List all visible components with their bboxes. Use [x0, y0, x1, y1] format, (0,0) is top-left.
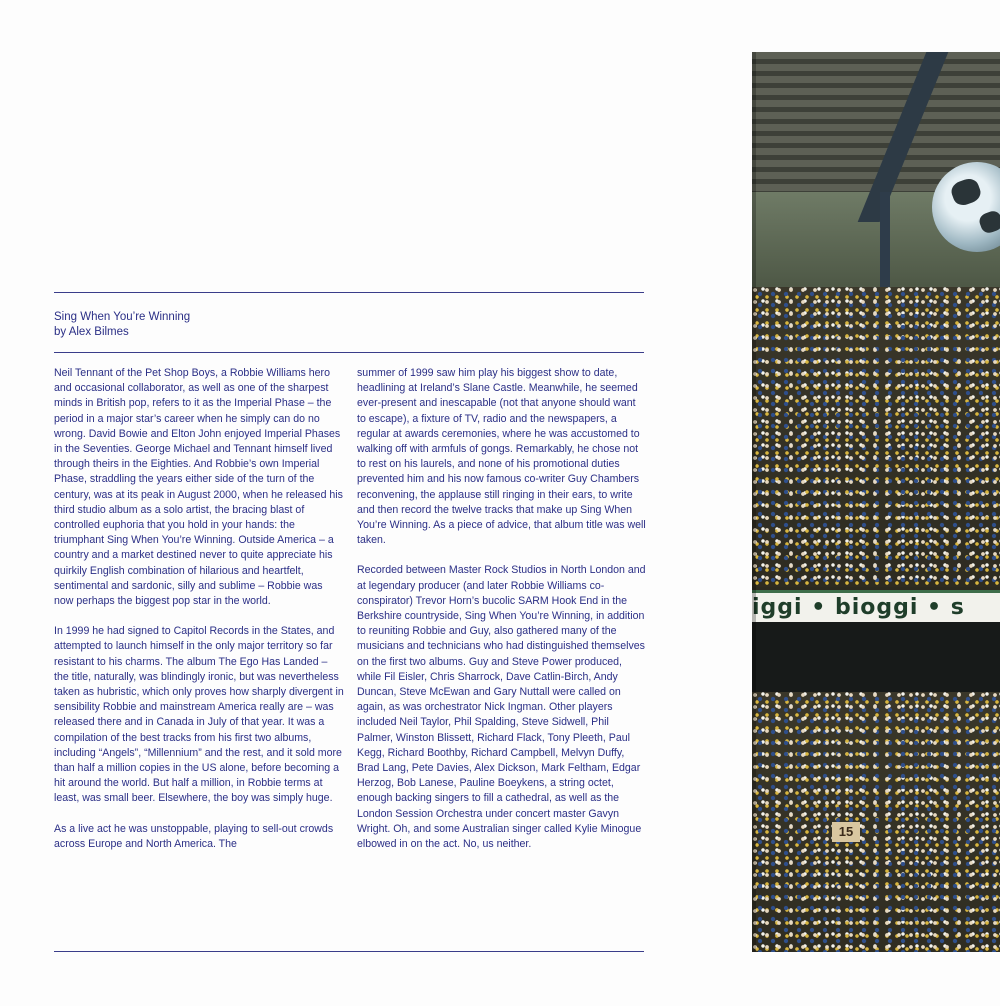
paragraph: As a live act he was unstoppable, playing to sell-out crowds across Europe and North America. The [54, 822, 334, 850]
stadium-photo [752, 52, 1000, 952]
left-column [54, 366, 344, 867]
right-column [357, 366, 647, 867]
heading-rule [54, 352, 644, 353]
top-rule [54, 292, 644, 293]
upper-crowd [752, 287, 1000, 587]
article-title: Sing When You’re Winning [54, 311, 191, 323]
banner-text: iggi • bioggi • s [752, 595, 965, 620]
article-heading [54, 310, 190, 340]
article-byline: by Alex Bilmes [54, 326, 129, 338]
lower-crowd [752, 692, 1000, 952]
stand-shadow [752, 622, 1000, 692]
paragraph: In 1999 he had signed to Capitol Records in the States, and attempted to launch himself in the only major territory so far resistant to his charms. The album The Ego Has Landed – the title, naturally, was blindingly ironic, but was nevertheless taken as hubristic, which only proves how sharply divergent in sensibility Robbie and mainstream America really are – was released there and in Canada in July of that year. It was a compilation of the best tracks from his first two albums, including “Angels”, “Millennium” and the rest, and it sold more than half a million copies in the US alone, before becoming a hit around the world. But half a million, in Robbie terms at least, was small beer. Elsewhere, the boy was simply huge. [54, 625, 344, 805]
paragraph: Recorded between Master Rock Studios in North London and at legendary producer (and later Robbie Williams co-conspirator) Trevor Horn’s bucolic SARM Hook End in the Berkshire countryside, Sing When You’re Winning, in addition to reuniting Robbie and Guy, also gathered many of the musicians and technicians who had distinguished themselves on the first two albums. Guy and Steve Power produced, while Fil Eisler, Chris Sharrock, Dave Catlin-Birch, Andy Duncan, Steve McEwan and Gary Nuttall were called on again, as was orchestrator Nick Ingman. Other players included Neil Taylor, Phil Spalding, Steve Sidwell, Phil Palmer, Winston Blissett, Richard Flack, Tony Pleeth, Paul Kegg, Richard Boothby, Richard Campbell, Melvyn Duffy, Brad Lang, Pete Davies, Alex Dickson, Mark Feltham, Edgar Herzog, Bob Lanese, Pauline Boeykens, a string octet, enough backing singers to fill a cathedral, as well as the London Session Orchestra under concert master Gavyn Wright. Oh, and some Australian singer called Kylie Minogue elbowed in on the act. No, us neither. [357, 564, 646, 851]
bottom-rule [54, 951, 644, 952]
paragraph: Neil Tennant of the Pet Shop Boys, a Robbie Williams hero and occasional collaborator, as well as one of the sharpest minds in British pop, refers to it as the Imperial Phase – the period in a major star’s career when he simply can do no wrong. David Bowie and Elton John enjoyed Imperial Phases in the Seventies. George Michael and Tennant himself lived through theirs in the Eighties. And Robbie’s own Imperial Phase, straddling the years either side of the turn of the century, was at its peak in August 2000, when he released his third studio album as a solo artist, the bracing blast of controlled euphoria that you hold in your hands: the triumphant Sing When You’re Winning. Outside America – a country and a market destined never to quite appreciate his quirkily English combination of hilarious and heartfelt, sentimental and sardonic, silly and sublime – Robbie was now perhaps the biggest pop star in the world. [54, 367, 343, 608]
paragraph: summer of 1999 saw him play his biggest show to date, headlining at Ireland’s Slane Castle. Meanwhile, he seemed ever-present and inescapable (not that anyone should want to escape), a fixture of TV, radio and the newspapers, a regular at awards ceremonies, where he was accustomed to walking off with armfuls of gongs. Remarkably, he chose not to rest on his laurels, and none of his promotional duties prevented him and his now famous co-writer Guy Chambers reconvening, the applause still ringing in their ears, to write and then record the twelve tracks that make up Sing When You’re Winning. As a piece of advice, that album title was well taken. [357, 367, 646, 547]
photo-edge-shadow [752, 52, 756, 952]
stand-sign: 15 [832, 822, 860, 842]
